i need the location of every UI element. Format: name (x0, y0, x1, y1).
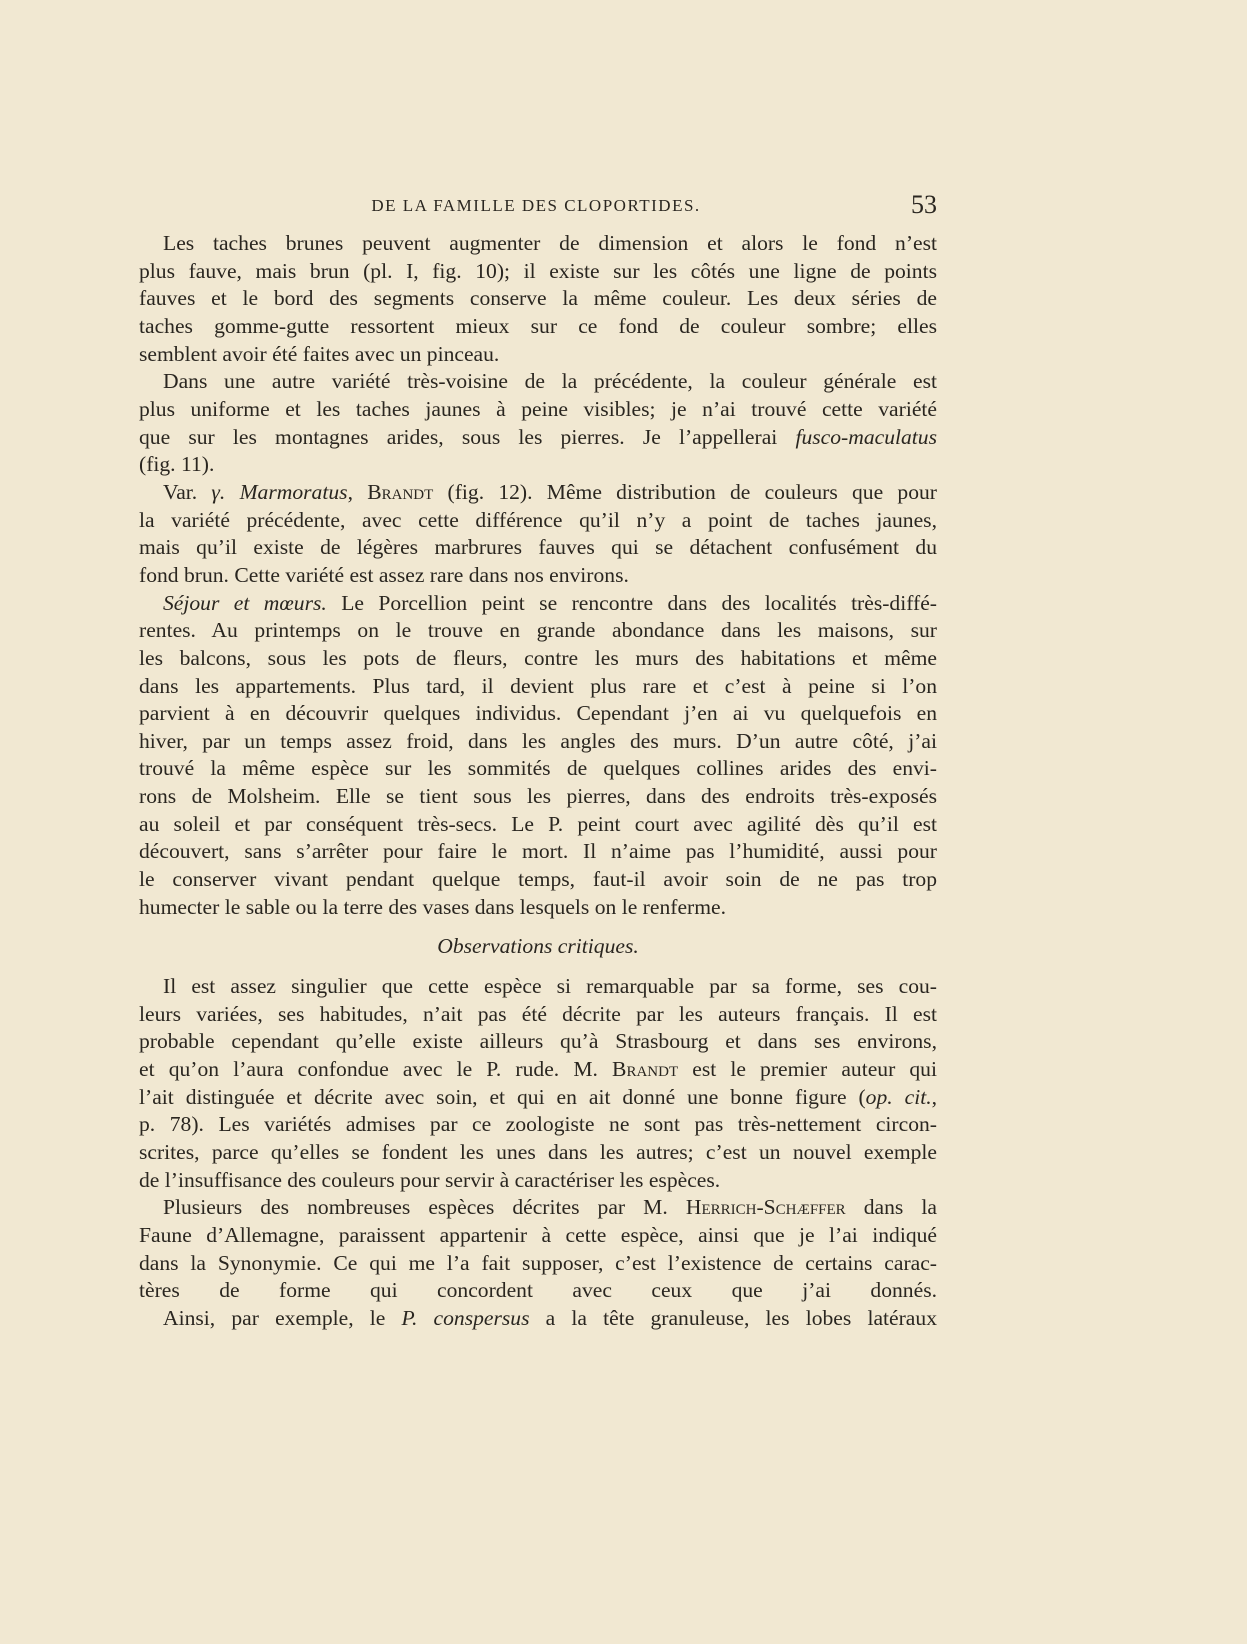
text-line (139, 230, 937, 258)
text-segment: rons de Molsheim. Elle se tient sous les pierres, dans des endroits très-exposés (139, 784, 937, 809)
text-line (139, 728, 937, 756)
text-segment: Observations critiques. (437, 934, 639, 959)
text-segment: dans les appartements. Plus tard, il devient plus rare et c’est à peine si l’on (139, 673, 937, 698)
italic-text: op. cit. (865, 1084, 932, 1109)
section-heading (139, 933, 937, 961)
text-segment: fauves et le bord des segments conserve la même couleur. Les deux séries de (139, 286, 937, 311)
text-line (139, 755, 937, 783)
text-segment: rentes. Au printemps on le trouve en grande abondance dans les maisons, sur (139, 618, 937, 643)
text-segment: Les taches brunes peuvent augmenter de dimension et alors le fond n’est (163, 231, 937, 255)
text-line (139, 1111, 937, 1139)
text-line (139, 700, 937, 728)
text-line (139, 1084, 937, 1112)
text-segment: plus fauve, mais brun (pl. I, fig. 10); il existe sur les côtés une ligne de points (139, 258, 937, 283)
text-segment: plus uniforme et les taches jaunes à peine visibles; je n’ai trouvé cette variété (139, 396, 937, 421)
text-line (139, 1056, 937, 1084)
italic-text: P. conspersus (401, 1305, 530, 1330)
text-segment: humecter le sable ou la terre des vases dans lesquels on le renferme. (139, 894, 726, 919)
text-line (139, 562, 937, 590)
author-name: Herrich-Schæffer (685, 1195, 846, 1220)
text-segment: tères de forme qui concordent avec ceux que j’ai donnés. (139, 1278, 937, 1303)
text-segment: Il est assez singulier que cette espèce si remarquable par sa forme, ses cou- (163, 974, 937, 999)
text-segment: Ainsi, par exemple, le (163, 1305, 402, 1330)
text-segment: hiver, par un temps assez froid, dans les angles des murs. D’un autre côté, j’ai (139, 728, 937, 753)
text-segment: trouvé la même espèce sur les sommités de quelques collines arides des envi- (139, 756, 937, 781)
page-number: 53 (911, 190, 937, 219)
author-name: Brandt (612, 1057, 679, 1082)
text-segment: , (931, 1084, 937, 1109)
running-header (135, 190, 937, 224)
text-segment: dans la (845, 1195, 937, 1220)
text-segment: Var. (163, 479, 212, 504)
text-line (139, 811, 937, 839)
text-segment: la variété précédente, avec cette différence qu’il n’y a point de taches jaunes, (139, 507, 937, 532)
text-line (139, 645, 937, 673)
text-segment: a la tête granuleuse, les lobes latéraux (529, 1305, 937, 1330)
text-line (139, 1139, 937, 1167)
text-segment: probable cependant qu’elle existe ailleurs qu’à Strasbourg et dans ses environs, (139, 1029, 937, 1054)
text-line (139, 673, 937, 701)
text-line (139, 534, 937, 562)
text-line (139, 507, 937, 535)
text-segment: (fig. 12). Même distribution de couleurs que pour (433, 479, 937, 504)
text-line (139, 1194, 937, 1222)
body-text (139, 230, 937, 1333)
text-line (139, 1305, 937, 1333)
text-segment: est le premier auteur qui (678, 1057, 937, 1082)
text-segment: Le Porcellion peint se rencontre dans des localités très-diffé- (326, 590, 937, 615)
text-segment: , (347, 479, 368, 504)
text-segment: le conserver vivant pendant quelque temps, faut-il avoir soin de ne pas trop (139, 867, 937, 892)
text-line (139, 1222, 937, 1250)
text-segment: les balcons, sous les pots de fleurs, contre les murs des habitations et même (139, 645, 937, 670)
text-segment: (fig. 11). (139, 452, 215, 477)
text-line (139, 1250, 937, 1278)
text-line (139, 368, 937, 396)
text-line (139, 313, 937, 341)
italic-text: γ. Marmoratus (211, 479, 348, 504)
text-segment: Dans une autre variété très-voisine de la précédente, la couleur générale est (163, 369, 937, 394)
text-segment: Plusieurs des nombreuses espèces décrites par M. (163, 1195, 686, 1220)
text-segment: leurs variées, ses habitudes, n’ait pas été décrite par les auteurs français. Il est (139, 1001, 937, 1026)
text-segment: et qu’on l’aura confondue avec le P. rude. M. (139, 1057, 613, 1082)
running-title: DE LA FAMILLE DES CLOPORTIDES. (371, 196, 701, 215)
text-segment: parvient à en découvrir quelques individus. Cependant j’en ai vu quelquefois en (139, 701, 937, 726)
text-line (139, 341, 937, 369)
text-line (139, 396, 937, 424)
text-segment: que sur les montagnes arides, sous les pierres. Je l’appellerai (139, 424, 796, 449)
text-segment: dans la Synonymie. Ce qui me l’a fait supposer, c’est l’existence de certains carac- (139, 1250, 937, 1275)
text-line (139, 258, 937, 286)
italic-text: Séjour et mœurs. (163, 590, 327, 615)
text-segment: mais qu’il existe de légères marbrures fauves qui se détachent confusément du (139, 535, 937, 560)
text-segment: au soleil et par conséquent très-secs. Le P. peint court avec agilité dès qu’il est (139, 811, 937, 836)
text-line (139, 838, 937, 866)
author-name: Brandt (367, 479, 434, 504)
text-line (139, 451, 937, 479)
text-line (139, 783, 937, 811)
text-segment: l’ait distinguée et décrite avec soin, et qui en ait donné une bonne figure ( (139, 1084, 866, 1109)
text-segment: Faune d’Allemagne, paraissent appartenir à cette espèce, ainsi que je l’ai indiqué (139, 1222, 937, 1247)
text-segment: scrites, parce qu’elles se fondent les unes dans les autres; c’est un nouvel exemple (139, 1140, 937, 1164)
text-line (139, 424, 937, 452)
text-line (139, 590, 937, 618)
text-line (139, 894, 937, 922)
text-segment: semblent avoir été faites avec un pinceau. (139, 341, 500, 366)
text-line (139, 285, 937, 313)
text-line (139, 1001, 937, 1029)
text-line (139, 973, 937, 1001)
text-segment: p. 78). Les variétés admises par ce zoologiste ne sont pas très-nettement circon- (139, 1112, 937, 1137)
text-line (139, 1167, 937, 1195)
text-segment: découvert, sans s’arrêter pour faire le mort. Il n’aime pas l’humidité, aussi pour (139, 839, 937, 864)
italic-text: fusco-maculatus (795, 424, 937, 449)
text-line (139, 1028, 937, 1056)
text-segment: taches gomme-gutte ressortent mieux sur ce fond de couleur sombre; elles (139, 313, 937, 338)
text-line (139, 1277, 937, 1305)
text-line (139, 479, 937, 507)
text-line (139, 866, 937, 894)
text-line (139, 617, 937, 645)
text-segment: fond brun. Cette variété est assez rare dans nos environs. (139, 562, 629, 587)
text-segment: de l’insuffisance des couleurs pour servir à caractériser les espèces. (139, 1167, 721, 1192)
